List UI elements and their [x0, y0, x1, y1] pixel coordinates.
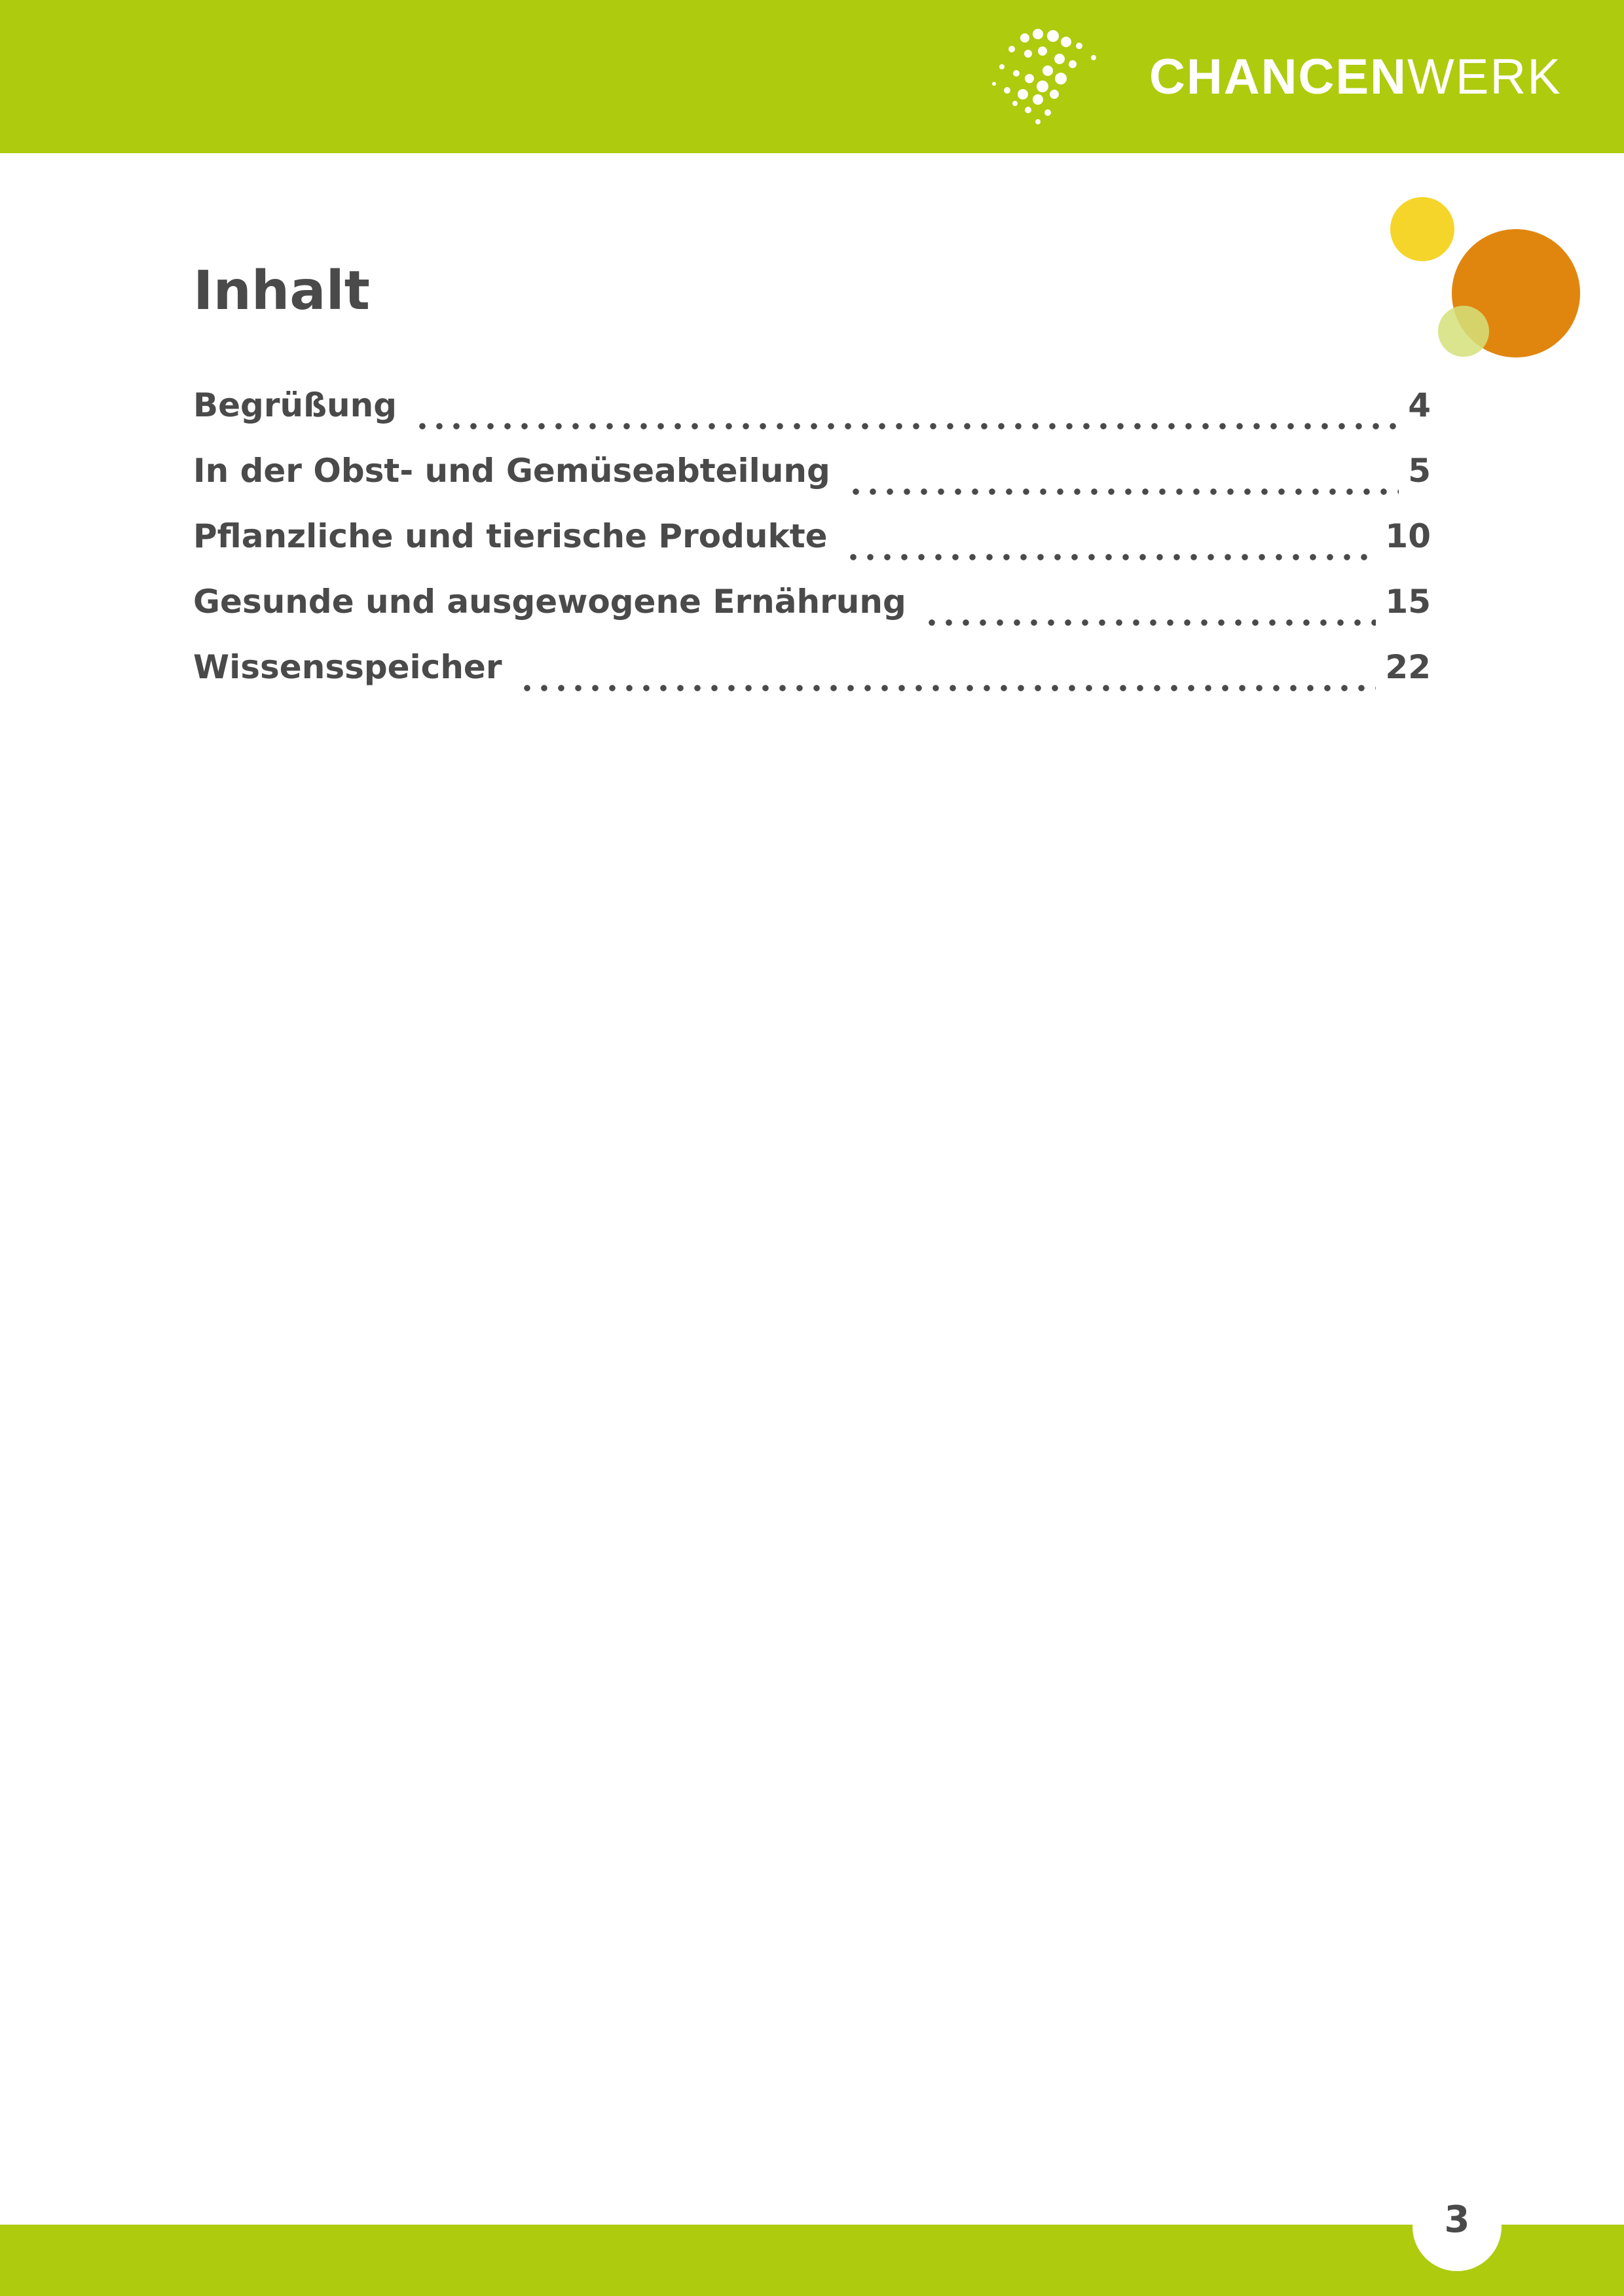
- toc-entry[interactable]: [193, 517, 1431, 583]
- deco-pale-green-circle: [1438, 306, 1489, 357]
- toc-entry-page: 22: [1385, 648, 1431, 686]
- toc-entry-label: Pflanzliche und tierische Produkte: [193, 517, 828, 555]
- page-number: 3: [1444, 2198, 1470, 2241]
- dot-leader: [845, 553, 1376, 562]
- toc-entry-page: 10: [1385, 517, 1431, 555]
- toc-entry-label: Wissensspeicher: [193, 648, 502, 686]
- dot-leader: [414, 422, 1399, 431]
- logo-word-strong: CHANCEN: [1149, 49, 1407, 105]
- toc-entry[interactable]: [193, 583, 1431, 648]
- toc-entry-page: 4: [1408, 386, 1431, 424]
- page-number-badge: [1412, 2182, 1502, 2271]
- toc-entry[interactable]: [193, 452, 1431, 517]
- toc-entry-label: Gesunde und ausgewogene Ernährung: [193, 583, 906, 621]
- toc-entry[interactable]: [193, 648, 1431, 714]
- toc-entry-page: 5: [1408, 452, 1431, 490]
- logo-wordmark: [1149, 49, 1562, 105]
- page-title: Inhalt: [193, 260, 370, 322]
- dot-leader: [847, 487, 1399, 496]
- deco-yellow-circle: [1390, 197, 1454, 261]
- dot-leader: [519, 683, 1376, 693]
- toc-entry[interactable]: [193, 386, 1431, 452]
- header-band: [0, 0, 1624, 153]
- toc-entry-label: Begrüßung: [193, 386, 397, 424]
- logo-word-light: WERK: [1407, 49, 1562, 105]
- dots-logo-icon: [989, 26, 1126, 131]
- table-of-contents: [193, 386, 1431, 714]
- decorative-circles: [1375, 183, 1598, 380]
- toc-entry-label: In der Obst- und Gemüseabteilung: [193, 452, 830, 490]
- dot-leader: [923, 618, 1376, 627]
- footer-band: [0, 2225, 1624, 2296]
- toc-entry-page: 15: [1385, 583, 1431, 621]
- chancenwerk-logo: [989, 26, 1562, 131]
